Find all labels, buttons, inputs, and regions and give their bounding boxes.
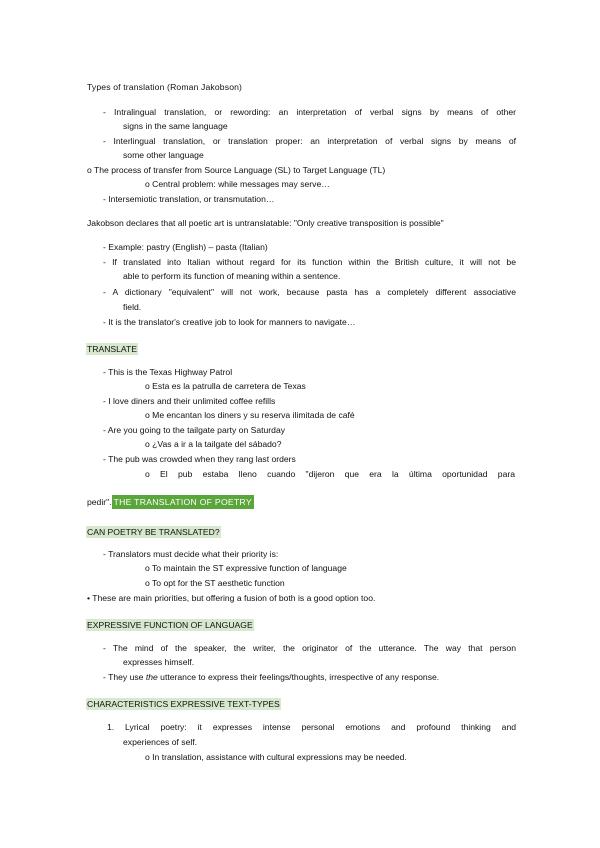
interlingual-item-cont: some other language (123, 150, 204, 160)
interlingual-item: - Interlingual translation, or translation proper: an interpretation of verbal signs by means of (103, 136, 516, 146)
characteristics-heading: CHARACTERISTICS EXPRESSIVE TEXT-TYPES (87, 699, 280, 709)
translate-heading: TRANSLATE (87, 344, 137, 354)
translate-source-1: - This is the Texas Highway Patrol (103, 367, 233, 377)
lyrical-poetry-item: 1. Lyrical poetry: it expresses intense personal emotions and profound thinking and (107, 722, 516, 732)
translate-target-4-cont: pedir". (87, 497, 112, 507)
expressive-use (103, 672, 439, 683)
lyrical-poetry-item-cont: experiences of self. (123, 737, 198, 747)
assistance-subitem: o In translation, assistance with cultural expressions may be needed. (145, 752, 407, 762)
example-pastry: - Example: pastry (English) – pasta (Italian) (103, 242, 268, 252)
expressive-use-pre: - They use (103, 672, 146, 682)
intersemiotic-item: - Intersemiotic translation, or transmutation… (103, 194, 275, 204)
priority-note: • These are main priorities, but offering a fusion of both is a good option too. (87, 593, 376, 603)
translate-target-4: o El pub estaba lleno cuando "dijeron que era la última oportunidad para (145, 469, 515, 479)
document-title: Types of translation (Roman Jakobson) (87, 82, 243, 92)
translate-source-2: - I love diners and their unlimited coffee refills (103, 396, 276, 406)
translate-target-2: o Me encantan los diners y su reserva ilimitada de café (145, 410, 355, 420)
jakobson-statement: Jakobson declares that all poetic art is untranslatable: "Only creative transposition is possible" (87, 218, 444, 228)
translate-target-3: o ¿Vas a ir a la tailgate del sábado? (145, 439, 282, 449)
priority-intro: - Translators must decide what their priority is: (103, 549, 279, 559)
example-dictionary: - A dictionary "equivalent" will not work, because pasta has a completely different associative (103, 287, 516, 297)
priority-aesthetic: o To opt for the ST aesthetic function (145, 578, 285, 588)
expressive-use-emphasis: the (145, 672, 158, 682)
expressive-mind-cont: expresses himself. (123, 657, 195, 667)
example-dictionary-cont: field. (123, 302, 142, 312)
translate-source-3: - Are you going to the tailgate party on Saturday (103, 425, 286, 435)
poetry-heading: THE TRANSLATION OF POETRY (113, 497, 252, 507)
expressive-use-post: utterance to express their feelings/thoughts, irrespective of any response. (157, 672, 440, 682)
central-problem-subitem: o Central problem: while messages may serve… (145, 179, 330, 189)
expressive-mind: - The mind of the speaker, the writer, the originator of the utterance. The way that person (103, 643, 516, 653)
intralingual-item-cont: signs in the same language (123, 121, 228, 131)
example-italian-cont: able to perform its function of meaning within a sentence. (123, 271, 341, 281)
process-subitem: o The process of transfer from Source Language (SL) to Target Language (TL) (87, 165, 386, 175)
priority-expressive: o To maintain the ST expressive function of language (145, 563, 347, 573)
translate-target-1: o Esta es la patrulla de carretera de Texas (145, 381, 306, 391)
example-italian: - If translated into Italian without regard for its function within the British culture, it will not be (103, 257, 516, 267)
translate-source-4: - The pub was crowded when they rang last orders (103, 454, 296, 464)
expressive-heading: EXPRESSIVE FUNCTION OF LANGUAGE (87, 620, 253, 630)
example-creative-job: - It is the translator's creative job to look for manners to navigate… (103, 317, 356, 327)
intralingual-item: - Intralingual translation, or rewording: an interpretation of verbal signs by means of other (103, 107, 516, 117)
can-poetry-heading: CAN POETRY BE TRANSLATED? (87, 527, 220, 537)
